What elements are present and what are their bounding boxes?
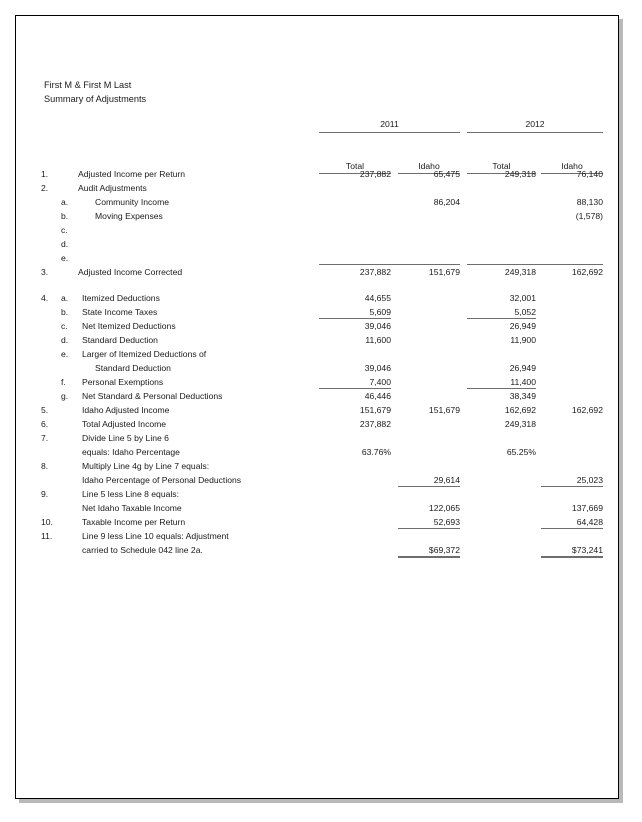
row-number: 9.	[41, 489, 49, 499]
row-label: equals: Idaho Percentage	[82, 447, 180, 457]
row-sub-letter: b.	[61, 307, 69, 317]
table-row	[16, 320, 619, 334]
row-number: 2.	[41, 183, 49, 193]
table-row	[16, 168, 619, 182]
row-label: carried to Schedule 042 line 2a.	[82, 545, 203, 555]
row-sub-letter: d.	[61, 239, 69, 249]
row-sub-letter: a.	[61, 197, 69, 207]
document-page	[15, 15, 619, 799]
value-2012-total: 249,318	[504, 419, 536, 429]
value-2011-idaho: 52,693	[433, 517, 460, 527]
row-label: Idaho Adjusted Income	[82, 405, 170, 415]
row-label: Adjusted Income Corrected	[78, 267, 183, 277]
value-2011-idaho: $69,372	[428, 545, 460, 555]
value-2012-total: 11,400	[510, 377, 536, 387]
table-row	[16, 348, 619, 362]
row-sub-letter: d.	[61, 335, 69, 345]
line11-total-rule-2011	[398, 556, 460, 558]
value-2012-total: 249,318	[504, 169, 536, 179]
row-label: Standard Deduction	[82, 335, 158, 345]
document-header	[44, 78, 146, 106]
line10-rule-2011	[398, 528, 460, 529]
row-number: 5.	[41, 405, 49, 415]
row-label: Line 9 less Line 10 equals: Adjustment	[82, 531, 229, 541]
value-2011-idaho: 29,614	[433, 475, 460, 485]
value-2011-idaho: 86,204	[433, 197, 460, 207]
row-label: Idaho Percentage of Personal Deductions	[82, 475, 242, 485]
year-group-label-2011: 2011	[380, 119, 399, 129]
value-2011-total: 5,609	[369, 307, 391, 317]
value-2012-idaho: 76,140	[576, 169, 603, 179]
line10-rule-2012	[541, 528, 603, 529]
value-2012-idaho: $73,241	[571, 545, 603, 555]
value-2011-total: 237,882	[359, 419, 391, 429]
table-row	[16, 292, 619, 306]
value-2012-total: 26,949	[509, 363, 536, 373]
row-label: Personal Exemptions	[82, 377, 164, 387]
table-row	[16, 530, 619, 544]
line8-rule-2011	[398, 486, 460, 487]
value-2011-total: 39,046	[364, 363, 391, 373]
table-row	[16, 418, 619, 432]
value-2011-total: 151,679	[359, 405, 391, 415]
row-label: Multiply Line 4g by Line 7 equals:	[82, 461, 210, 471]
row-label: Community Income	[95, 197, 170, 207]
table-row	[16, 238, 619, 252]
row-number: 7.	[41, 433, 49, 443]
table-row	[16, 432, 619, 446]
table-row	[16, 460, 619, 474]
row-number: 11.	[41, 531, 53, 541]
table-row	[16, 488, 619, 502]
value-2012-total: 38,349	[509, 391, 536, 401]
line4c-rule-2012	[467, 318, 536, 319]
year-group-rule-2011	[319, 132, 460, 133]
value-2012-idaho: 64,428	[576, 517, 603, 527]
row-sub-letter: e.	[61, 253, 69, 263]
table-row	[16, 502, 619, 516]
table-row	[16, 266, 619, 280]
row-label: Moving Expenses	[95, 211, 163, 221]
line3-rule-2011	[319, 264, 460, 265]
row-label: Itemized Deductions	[82, 293, 160, 303]
column-header-2011-idaho: Idaho	[418, 161, 440, 171]
year-group-rule-2012	[467, 132, 603, 133]
row-label: Net Idaho Taxable Income	[82, 503, 182, 513]
line4c-rule-2011	[319, 318, 391, 319]
row-sub-letter: e.	[61, 349, 69, 359]
row-label: Adjusted Income per Return	[78, 169, 186, 179]
row-sub-letter: c.	[61, 225, 68, 235]
value-2012-idaho: 88,130	[576, 197, 603, 207]
row-label: Taxable Income per Return	[82, 517, 186, 527]
value-2012-total: 5,052	[514, 307, 536, 317]
table-row	[16, 474, 619, 488]
table-row	[16, 390, 619, 404]
row-label: Net Standard & Personal Deductions	[82, 391, 223, 401]
line4g-rule-2011	[319, 388, 391, 389]
value-2011-total: 7,400	[369, 377, 391, 387]
value-2011-idaho: 122,065	[428, 503, 460, 513]
value-2011-total: 44,655	[364, 293, 391, 303]
row-sub-letter: f.	[61, 377, 66, 387]
page-title: Summary of Adjustments	[44, 94, 147, 104]
row-sub-letter: b.	[61, 211, 69, 221]
value-2012-total: 162,692	[504, 405, 536, 415]
table-row	[16, 224, 619, 238]
table-row	[16, 196, 619, 210]
line4g-rule-2012	[467, 388, 536, 389]
column-header-2012-idaho: Idaho	[561, 161, 583, 171]
row-sub-letter: c.	[61, 321, 68, 331]
row-label: State Income Taxes	[82, 307, 158, 317]
row-number: 10.	[41, 517, 53, 527]
column-header-2011-total: Total	[345, 161, 365, 171]
value-2012-total: 65.25%	[506, 447, 536, 457]
table-row	[16, 544, 619, 558]
table-row	[16, 404, 619, 418]
column-header-2012-total: Total	[492, 161, 511, 171]
value-2011-idaho: 65,475	[433, 169, 460, 179]
row-label: Larger of Itemized Deductions of	[82, 349, 207, 359]
taxpayer-name: First M & First M Last	[44, 80, 132, 90]
value-2011-idaho: 151,679	[428, 405, 460, 415]
row-label: Line 5 less Line 8 equals:	[82, 489, 179, 499]
row-number: 3.	[41, 267, 49, 277]
year-group-label-2012: 2012	[525, 119, 545, 129]
value-2011-total: 39,046	[364, 321, 391, 331]
table-row	[16, 362, 619, 376]
row-sub-letter: a.	[61, 293, 69, 303]
value-2011-total: 237,882	[359, 169, 391, 179]
table-row	[16, 334, 619, 348]
table-row	[16, 210, 619, 224]
line11-total-rule-2012	[541, 556, 603, 558]
table-row	[16, 446, 619, 460]
row-label: Audit Adjustments	[78, 183, 147, 193]
value-2012-total: 11,900	[510, 335, 536, 345]
value-2012-total: 32,001	[509, 293, 536, 303]
value-2011-total: 11,600	[365, 335, 391, 345]
row-number: 8.	[41, 461, 49, 471]
row-number: 4.	[41, 293, 49, 303]
value-2011-idaho: 151,679	[428, 267, 460, 277]
value-2012-total: 249,318	[504, 267, 536, 277]
value-2012-idaho: 162,692	[571, 405, 603, 415]
row-label: Standard Deduction	[95, 363, 171, 373]
value-2012-idaho: (1,578)	[575, 211, 603, 221]
row-label: Divide Line 5 by Line 6	[82, 433, 169, 443]
value-2011-total: 46,446	[364, 391, 391, 401]
line3-rule-2012	[467, 264, 603, 265]
row-sub-letter: g.	[61, 391, 69, 401]
line8-rule-2012	[541, 486, 603, 487]
row-number: 6.	[41, 419, 49, 429]
value-2012-idaho: 162,692	[571, 267, 603, 277]
table-row	[16, 182, 619, 196]
row-number: 1.	[41, 169, 49, 179]
value-2012-idaho: 25,023	[576, 475, 603, 485]
value-2011-total: 63.76%	[361, 447, 391, 457]
value-2012-total: 26,949	[509, 321, 536, 331]
row-label: Total Adjusted Income	[82, 419, 167, 429]
value-2012-idaho: 137,669	[571, 503, 603, 513]
row-label: Net Itemized Deductions	[82, 321, 176, 331]
value-2011-total: 237,882	[359, 267, 391, 277]
table-row	[16, 516, 619, 530]
